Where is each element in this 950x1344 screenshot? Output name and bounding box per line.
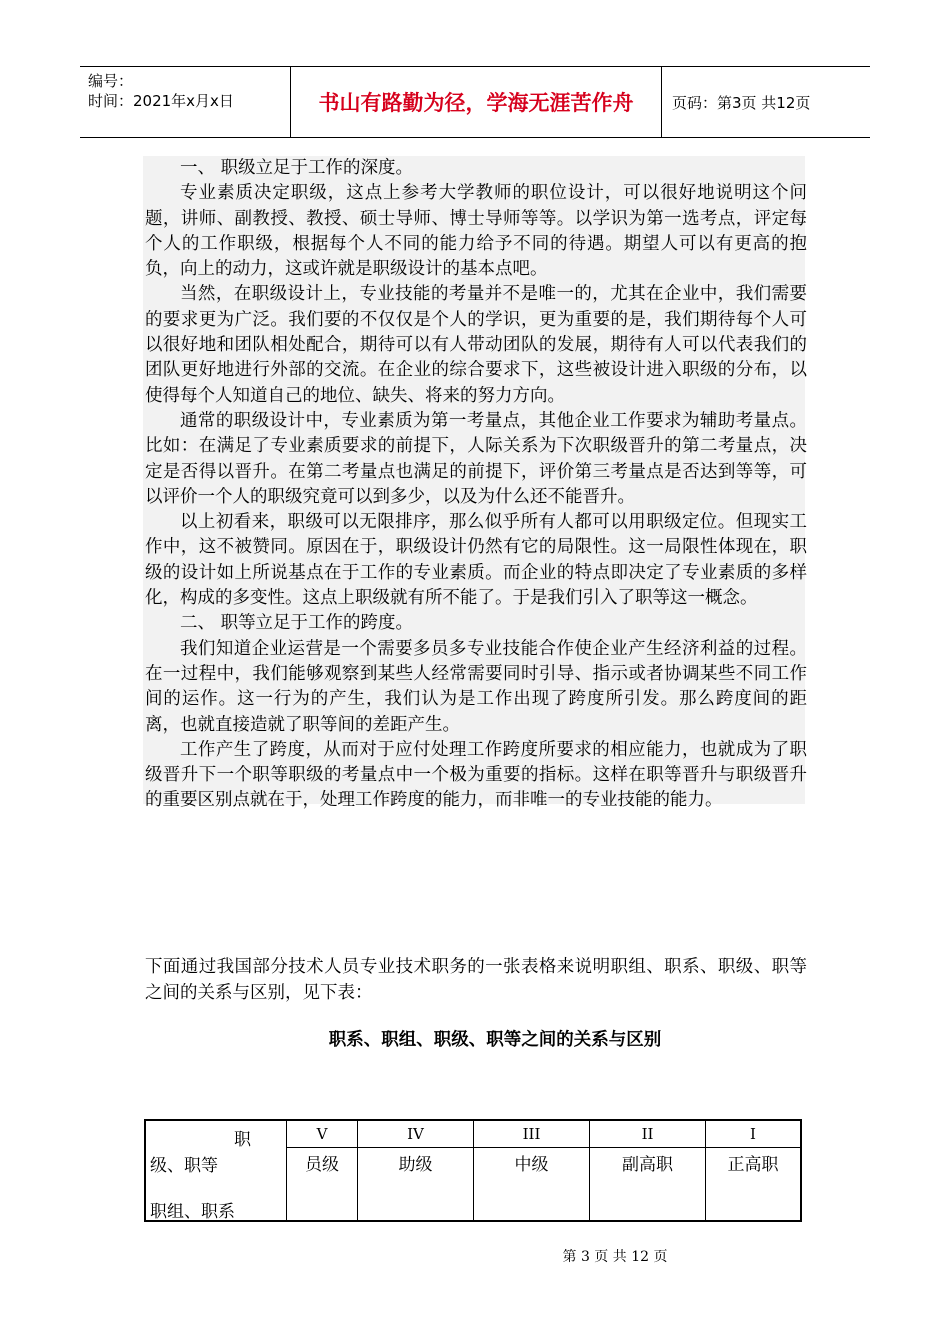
table-corner-cell — [145, 1120, 287, 1221]
corner-label-bottom: 职组、职系 — [150, 1202, 235, 1222]
paragraph: 通常的职级设计中，专业素质为第一考量点，其他企业工作要求为辅助考量点。比如：在满足了专业素质要求的前提下，人际关系为下次职级晋升的第二考量点，决定是否得以晋升。在第二考量点也满足的前提下，评价第三考量点是否达到等等，可以评价一个人的职级究竟可以到多少，以及为什么还不能晋升。 — [145, 410, 807, 507]
paragraph: 以上初看来，职级可以无限排序，那么似乎所有人都可以用职级定位。但现实工作中，这不被赞同。原因在于，职级设计仍然有它的局限性。这一局限性体现在，职级的设计如上所说基点在于工作的专业素质。而企业的特点即决定了专业素质的多样化，构成的多变性。这点上职级就有所不能了。于是我们引入了职等这一概念。 — [145, 512, 807, 609]
header-motto: 书山有路勤为径，学海无涯苦作舟 — [291, 67, 662, 137]
section-heading-2: 二、 职等立足于工作的跨度。 — [180, 613, 414, 634]
paragraph: 我们知道企业运营是一个需要多员多专业技能合作使企业产生经济利益的过程。在一过程中，我们能够观察到某些人经常需要同时引导、指示或者协调某些不同工作间的运作。这一行为的产生，我们认为是工作出现了跨度所引发。那么跨度间的距离，也就直接造就了职等间的差距产生。 — [145, 638, 807, 735]
table-intro: 下面通过我国部分技术人员专业技术职务的一张表格来说明职组、职系、职级、职等之间的关系与区别，见下表： — [145, 957, 807, 1003]
article-body — [145, 156, 807, 814]
grade-header: II — [590, 1120, 706, 1148]
page-footer: 第 3 页 共 12 页 — [562, 1249, 668, 1265]
grade-header: IV — [358, 1120, 474, 1148]
corner-label-middle: 级、职等 — [150, 1156, 218, 1176]
paragraph: 当然，在职级设计上，专业技能的考量并不是唯一的，尤其在企业中，我们需要的要求更为广泛。我们要的不仅仅是个人的学识，更为重要的是，我们期待每个人可以很好地和团队相处配合，期待可以有人带动团队的发展，期待有人可以代表我们的团队更好地进行外部的交流。在企业的综合要求下，这些被设计进入职级的分布，以使得每个人知道自己的地位、缺失、将来的努力方向。 — [145, 284, 807, 406]
level-cell: 助级 — [358, 1148, 474, 1222]
corner-label-top: 职 — [234, 1130, 251, 1150]
level-cell: 中级 — [474, 1148, 590, 1222]
level-cell: 员级 — [287, 1148, 358, 1222]
document-number-label: 编号： — [88, 72, 134, 90]
header-page-number: 页码：第3页 共12页 — [672, 93, 811, 112]
page-header — [80, 66, 870, 138]
document-date-label: 时间：2021年x月x日 — [88, 92, 234, 110]
level-cell: 正高职 — [706, 1148, 802, 1222]
paragraph: 专业素质决定职级，这点上参考大学教师的职位设计，可以很好地说明这个问题，讲师、副教授、教授、硕士导师、博士导师等等。以学识为第一选考点，评定每个人的工作职级，根据每个人不同的能力给予不同的待遇。期望人可以有更高的抱负，向上的动力，这或许就是职级设计的基本点吧。 — [145, 183, 807, 280]
grade-header: V — [287, 1120, 358, 1148]
header-meta — [80, 67, 291, 137]
grade-header: III — [474, 1120, 590, 1148]
paragraph: 工作产生了跨度，从而对于应付处理工作跨度所要求的相应能力，也就成为了职级晋升下一个职等职级的考量点中一个极为重要的指标。这样在职等晋升与职级晋升的重要区别点就在于，处理工作跨度的能力，而非唯一的专业技能的能力。 — [145, 739, 807, 811]
level-cell: 副高职 — [590, 1148, 706, 1222]
table-title: 职系、职组、职级、职等之间的关系与区别 — [328, 1030, 662, 1050]
grade-header: I — [706, 1120, 802, 1148]
relationship-table — [144, 1119, 802, 1222]
section-heading-1: 一、 职级立足于工作的深度。 — [180, 158, 414, 178]
